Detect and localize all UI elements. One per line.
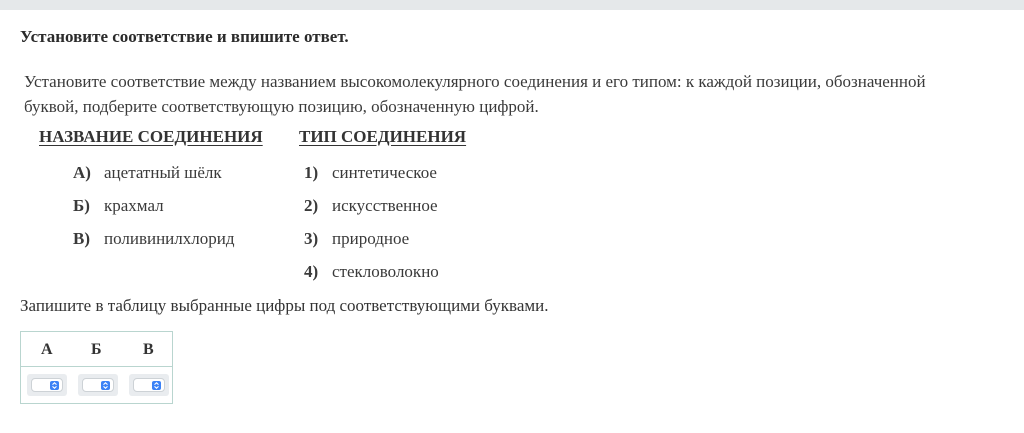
question-line-1: Установите соответствие между названием высокомолекулярного соединения и его типом: к каждой позиции, обозначенной xyxy=(24,72,926,91)
left-item-text: крахмал xyxy=(104,196,164,215)
answer-select-v[interactable] xyxy=(129,374,169,396)
left-item-text: ацетатный шёлк xyxy=(104,163,222,182)
select-box[interactable] xyxy=(82,378,114,392)
right-column-header: ТИП СОЕДИНЕНИЯ xyxy=(299,127,467,146)
answer-header-a: А xyxy=(41,341,53,358)
right-item-1 xyxy=(304,163,437,183)
left-item-b xyxy=(73,196,164,216)
right-item-text: искусственное xyxy=(332,196,438,215)
right-item-key: 3) xyxy=(304,229,319,248)
right-item-text: природное xyxy=(332,229,410,248)
top-bar xyxy=(0,0,1024,10)
answer-header-b: Б xyxy=(91,341,102,358)
instruction-text: Запишите в таблицу выбранные цифры под соответствующими буквами. xyxy=(20,296,549,315)
right-item-text: синтетическое xyxy=(332,163,437,182)
question-text xyxy=(24,69,999,119)
right-item-3 xyxy=(304,229,409,249)
left-item-a xyxy=(73,163,222,183)
answer-header-v: В xyxy=(143,341,154,358)
left-item-text: поливинилхлорид xyxy=(104,229,235,248)
left-item-v xyxy=(73,229,235,249)
answer-select-a[interactable] xyxy=(27,374,67,396)
select-box[interactable] xyxy=(31,378,63,392)
right-item-text: стекловолокно xyxy=(332,262,439,281)
chevron-updown-icon xyxy=(101,381,110,390)
answer-select-b[interactable] xyxy=(78,374,118,396)
right-item-key: 4) xyxy=(304,262,319,281)
question-line-2: буквой, подберите соответствующую позицию, обозначенную цифрой. xyxy=(24,97,539,116)
answer-table xyxy=(20,331,173,404)
left-item-key: Б) xyxy=(73,196,90,215)
right-item-key: 2) xyxy=(304,196,319,215)
right-item-key: 1) xyxy=(304,163,319,182)
answer-table-header xyxy=(21,332,172,367)
right-item-2 xyxy=(304,196,438,216)
left-column-header: НАЗВАНИЕ СОЕДИНЕНИЯ xyxy=(39,127,263,146)
task-title: Установите соответствие и впишите ответ. xyxy=(20,27,349,46)
right-item-4 xyxy=(304,262,439,282)
select-box[interactable] xyxy=(133,378,165,392)
left-item-key: А) xyxy=(73,163,91,182)
chevron-updown-icon xyxy=(50,381,59,390)
chevron-updown-icon xyxy=(152,381,161,390)
left-item-key: В) xyxy=(73,229,90,248)
